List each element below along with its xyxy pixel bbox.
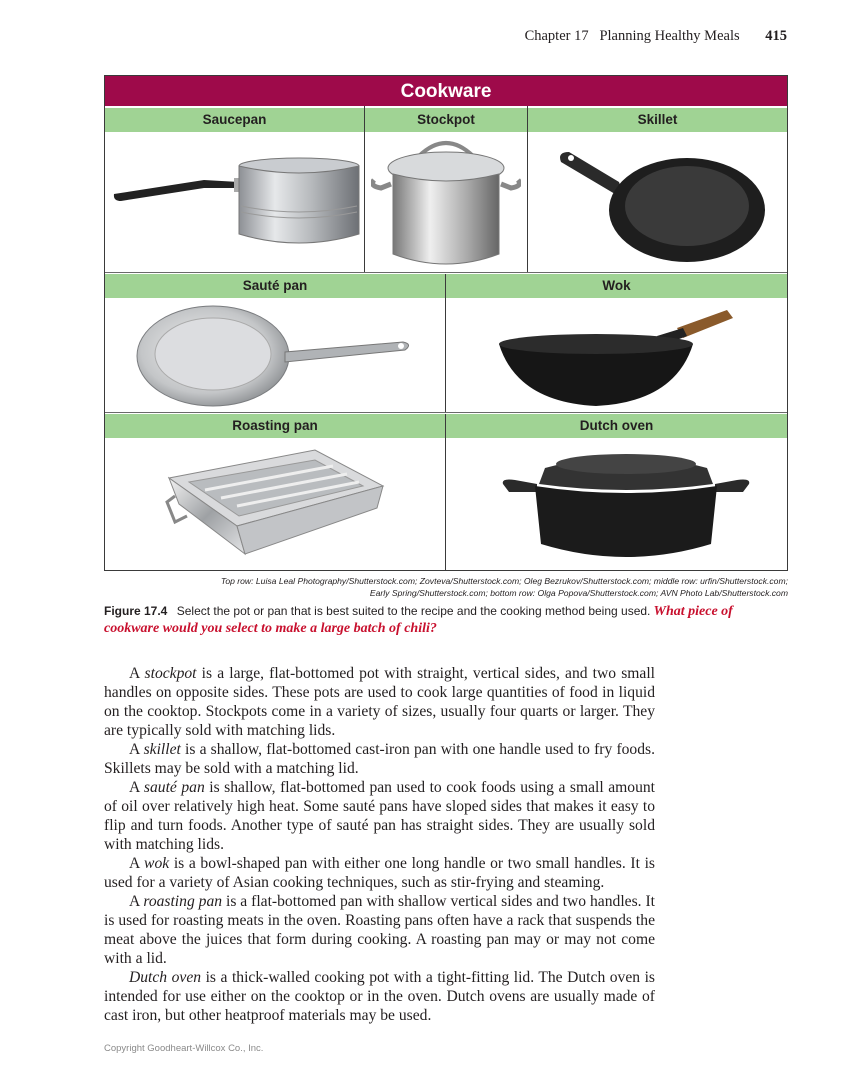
caption-text: Select the pot or pan that is best suited to the recipe and the cooking method being used. [176, 604, 651, 618]
figure-caption [104, 603, 788, 637]
divider [527, 106, 528, 273]
wok-image [497, 306, 737, 408]
body-text [104, 664, 655, 1025]
term: stockpot [144, 665, 197, 682]
dutch-oven-image [501, 448, 751, 566]
paragraph: A skillet is a shallow, flat-bottomed cast-iron pan with one handle used to fry foods. Skillets may be sold with a matching lid. [104, 741, 655, 777]
label-dutch-oven: Dutch oven [446, 414, 787, 438]
copyright: Copyright Goodheart-Willcox Co., Inc. [104, 1043, 264, 1054]
paragraph: Dutch oven is a thick-walled cooking pot with a tight-fitting lid. The Dutch oven is intended for use either on the cooktop or in the oven. Dutch ovens are usually made of cast iron, but other heatproof materials may be used. [104, 969, 655, 1024]
saucepan-image [109, 156, 361, 251]
divider [445, 274, 446, 413]
cookware-figure [104, 75, 788, 571]
paragraph: A sauté pan is shallow, flat-bottomed pan used to cook foods using a small amount of oil over relatively high heat. Some sauté pans have sloped sides that makes it easy to flip and turn foods. Another type of sauté pan has straight sides. They are usually sold with matching lids. [104, 779, 655, 853]
term: roasting pan [143, 893, 223, 910]
term: sauté pan [143, 779, 205, 796]
divider [105, 412, 787, 413]
skillet-image [557, 148, 767, 268]
chapter-heading [525, 28, 740, 44]
stockpot-image [371, 136, 521, 270]
divider [445, 414, 446, 570]
term: wok [144, 855, 170, 872]
term: skillet [143, 741, 181, 758]
caption-question: What piece of cookware would you select to make a large batch of chili? [104, 604, 733, 636]
paragraph: A stockpot is a large, flat-bottomed pot with straight, vertical sides, and two small handles on opposite sides. These pots are used to cook large quantities of food in liquid on the cooktop. Stockpots come in a variety of sizes, usually four quarts or larger. They are typically sold with matching lids. [104, 665, 655, 739]
label-skillet: Skillet [528, 108, 787, 132]
saute-pan-image [135, 304, 415, 410]
roasting-pan-image [165, 446, 385, 564]
figure-label: Figure 17.4 [104, 604, 168, 618]
credit-line: Top row: Luisa Leal Photography/Shutterstock.com; Zovteva/Shutterstock.com; Oleg Bezrukov/Shutterstock.com; middle row: urfin/Shutterstock.com; [220, 576, 788, 586]
divider [364, 106, 365, 273]
label-stockpot: Stockpot [365, 108, 527, 132]
label-saute-pan: Sauté pan [105, 274, 445, 298]
chapter-title: Planning Healthy Meals [599, 28, 740, 44]
page-number: 415 [765, 28, 787, 44]
credit-line: Early Spring/Shutterstock.com; bottom row: Olga Popova/Shutterstock.com; AVN Photo Lab/Shutterstock.com [369, 588, 788, 598]
paragraph: A wok is a bowl-shaped pan with either one long handle or two small handles. It is used for a variety of Asian cooking techniques, such as stir-frying and steaming. [104, 855, 655, 891]
chapter-label: Chapter 17 [524, 28, 589, 44]
paragraph: A roasting pan is a flat-bottomed pan with shallow vertical sides and two handles. It is used for roasting meats in the oven. Roasting pans often have a rack that suspends the meat above the juices that form during cooking. A roasting pan may or may not come with a lid. [104, 893, 655, 967]
divider [105, 272, 787, 273]
term: Dutch oven [129, 969, 202, 986]
figure-title: Cookware [105, 76, 787, 106]
label-roasting-pan: Roasting pan [105, 414, 445, 438]
label-wok: Wok [446, 274, 787, 298]
label-saucepan: Saucepan [105, 108, 364, 132]
photo-credits [104, 575, 788, 599]
running-head [525, 28, 787, 45]
